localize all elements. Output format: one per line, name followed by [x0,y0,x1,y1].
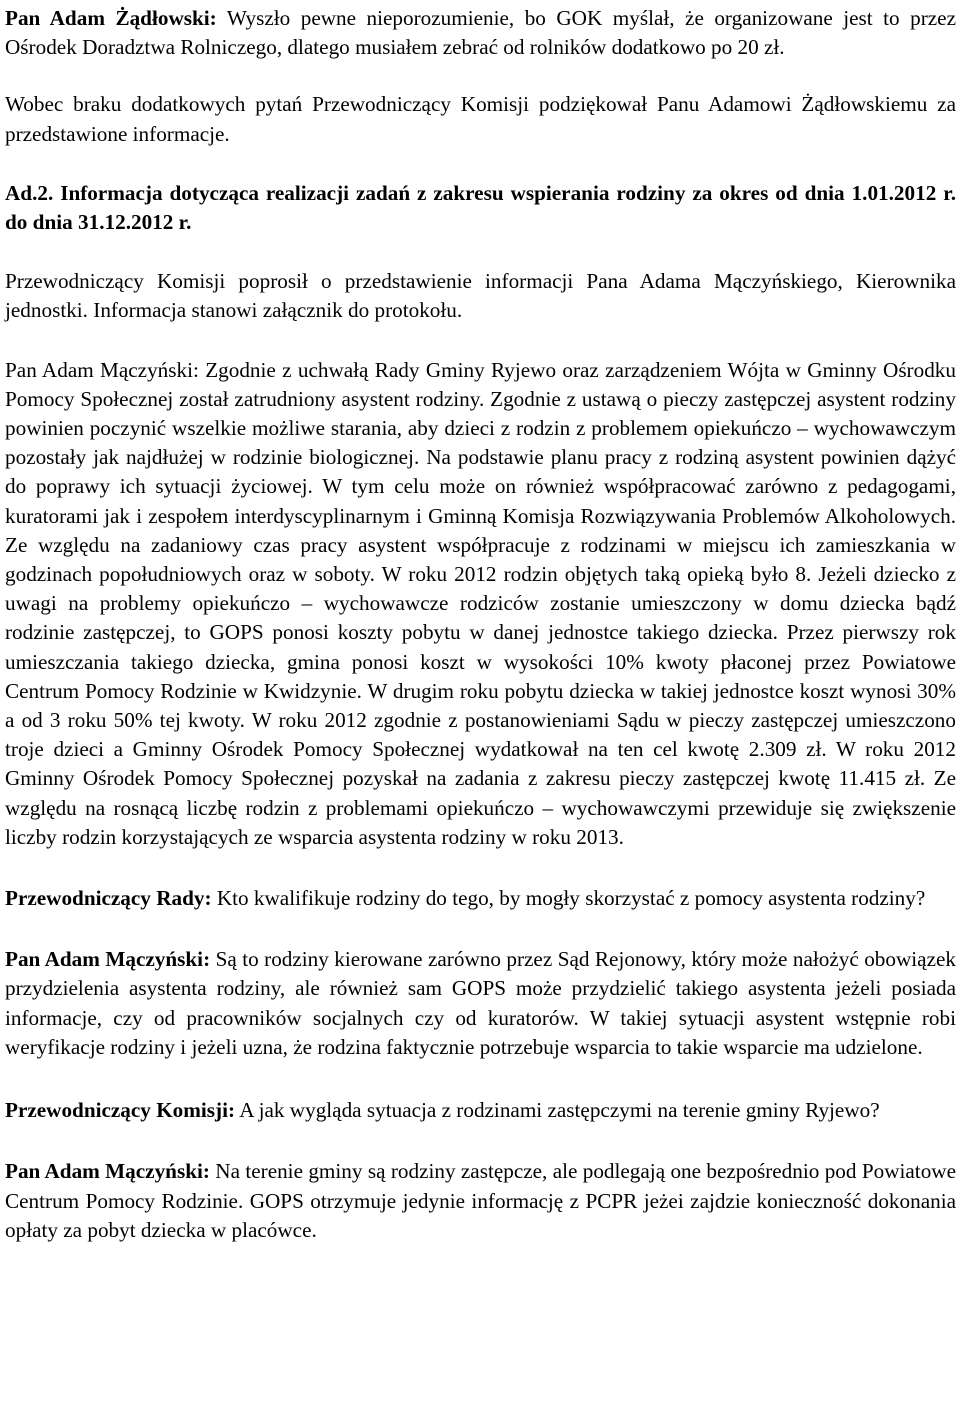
speaker-label: Pan Adam Mączyński [5,357,193,382]
paragraph-text: : Zgodnie z uchwałą Rady Gminy Ryjewo oraz zarządzeniem Wójta w Gminny Ośrodku Pomocy Społecznej został zatrudniony asystent rodziny. Zgodnie z ustawą o pieczy zastępczej asystent rodziny powinien poczynić wszelkie możliwe starania, aby dzieci z rodzin z problemem opiekuńczo – wychowawczym pozostały jak najdłużej w rodzinie biologicznej. Na podstawie planu pracy z rodziną asystent powinien dążyć do poprawy ich sytuacji życiowej. W tym celu może on również współpracować zarówno z pedagogami, kuratorami jak i zespołem interdyscyplinarnym i Gminną Komisja Rozwiązywania Problemów Alkoholowych. Ze względu na zadaniowy czas pracy asystent współpracuje z rodzinami w miejscu ich zamieszkania w godzinach popołudniowych oraz w soboty. W roku 2012 rodzin objętych taką opieką było 8. Jeżeli dziecko z uwagi na problemy opiekuńczo – wychowawcze rodziców zostanie umieszczony w domu dziecka bądź rodzinie zastępczej, to GOPS ponosi koszty pobytu w danej jednostce takiego dziecka. Przez pierwszy rok umieszczania takiego dziecka, gmina ponosi koszt w wysokości 10% kwoty płaconej przez Powiatowe Centrum Pomocy Rodzinie w Kwidzynie. W drugim roku pobytu dziecka w takiej jednostce koszt wynosi 30% a od 3 roku 50% tej kwoty. W roku 2012 zgodnie z postanowieniami Sądu w pieczy zastępczej umieszczono troje dzieci a Gminny Ośrodek Pomocy Społecznej wydatkował na ten cel kwotę 2.309 zł. W roku 2012 Gminny Ośrodek Pomocy Społecznej pozyskał na zadania z zakresu pieczy zastępczej kwotę 11.415 zł. Ze względu na rosnącą liczbę rodzin z problemami opiekuńczo – wychowawczymi przewiduje się zwiększenie liczby rodzin korzystających ze wsparcia asystenta rodziny w roku 2013. [5,357,956,849]
paragraph-commission-chair-question [5,1096,956,1125]
paragraph-zadlowski-statement [5,4,956,62]
paragraph-text: Wyszło pewne nieporozumienie, bo GOK myślał, że organizowane jest to przez Ośrodek Doradztwa Rolniczego, dlatego musiałem zebrać od rolników dodatkowo po 20 zł. [5,6,956,60]
speaker-label: Pan Adam Żądłowski: [5,6,217,30]
paragraph-chairman-request [5,267,956,325]
agenda-item-heading [5,179,956,237]
paragraph-text: Na terenie gminy są rodziny zastępcze, ale podlegają one bezpośrednio pod Powiatowe Centrum Pomocy Rodzinie. GOPS otrzymuje jedynie informację z PCPR jeżei zajdzie konieczność dokonania opłaty za pobyt dziecka w placówce. [5,1159,956,1242]
paragraph-maczynski-answer-2 [5,1157,956,1245]
paragraph-text: Są to rodziny kierowane zarówno przez Sąd Rejonowy, który może nałożyć obowiązek przydzielenia asystenta rodziny, ale również sam GOPS może przydzielić takiego asystenta jeżeli posiada informacje, czy od pracowników socjalnych czy od kuratorów. W takiej sytuacji asystent wstępnie robi weryfikacje rodziny i jeżeli uzna, że rodzina faktycznie potrzebuje wsparcia to takie wsparcie ma udzielone. [5,947,956,1059]
speaker-label: Przewodniczący Komisji: [5,1098,236,1123]
paragraph-text: Przewodniczący Komisji poprosił o przedstawienie informacji Pana Adama Mączyńskiego, Kierownika jednostki. Informacja stanowi załącznik do protokołu. [5,269,956,323]
speaker-label: Przewodniczący Rady: [5,886,212,911]
paragraph-council-chair-question [5,884,956,913]
paragraph-chairman-thanks [5,90,956,148]
paragraph-text: Kto kwalifikuje rodziny do tego, by mogły skorzystać z pomocy asystenta rodziny? [211,886,926,911]
paragraph-maczynski-answer-1 [5,945,956,1062]
heading-text: Ad.2. Informacja dotycząca realizacji zadań z zakresu wspierania rodziny za okres od dnia 1.01.2012 r. do dnia 31.12.2012 r. [5,180,956,235]
speaker-label: Pan Adam Mączyński: [5,1159,210,1184]
speaker-label: Pan Adam Mączyński: [5,947,211,972]
paragraph-text: A jak wygląda sytuacja z rodzinami zastępczymi na terenie gminy Ryjewo? [235,1098,880,1123]
paragraph-text: Wobec braku dodatkowych pytań Przewodniczący Komisji podziękował Panu Adamowi Żądłowskiemu za przedstawione informacje. [5,92,956,146]
paragraph-maczynski-report [5,356,956,852]
